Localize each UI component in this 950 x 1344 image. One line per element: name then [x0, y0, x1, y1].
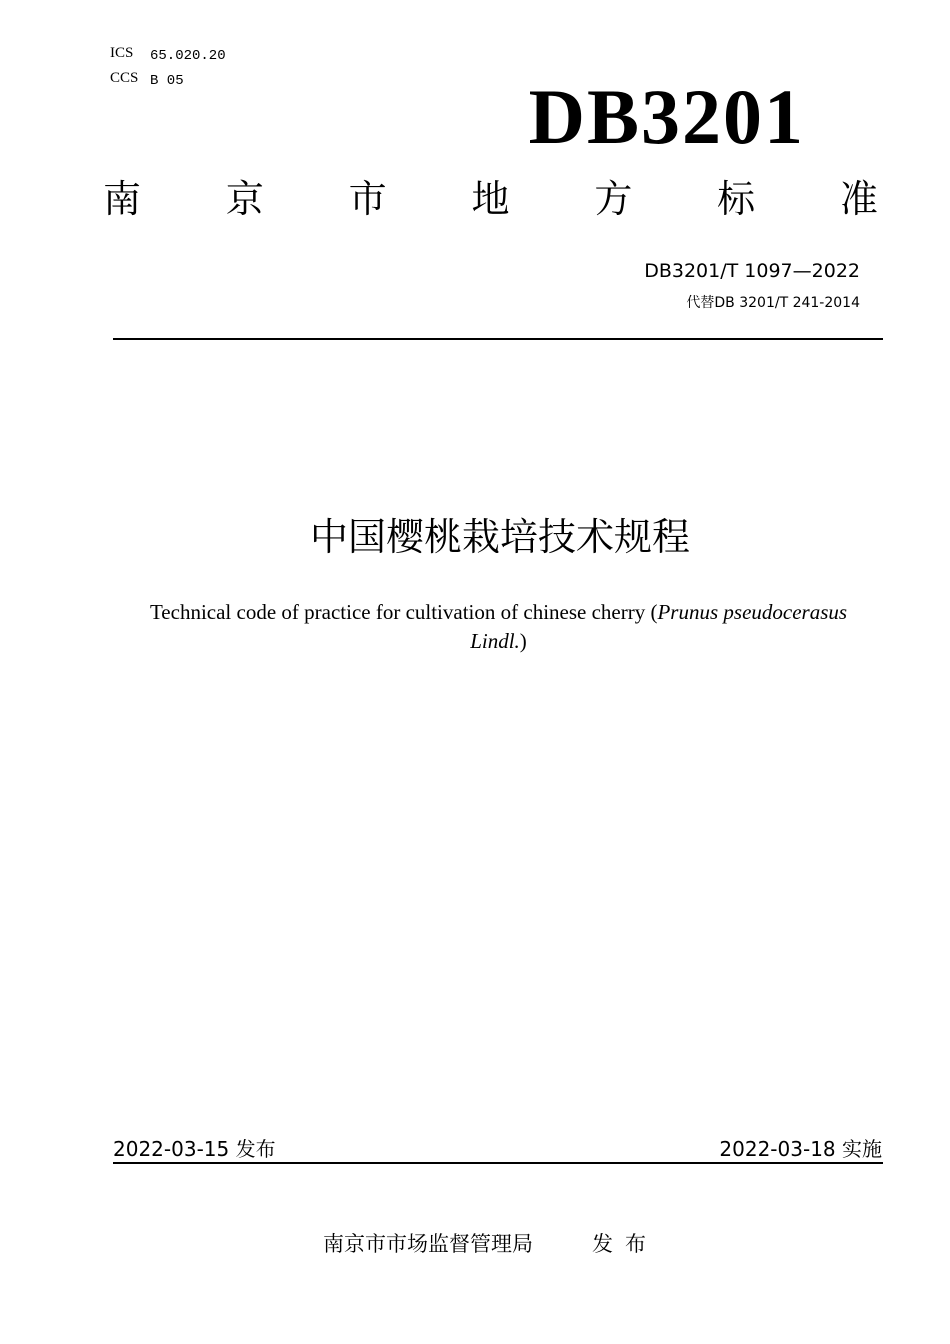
standard-type-char: 准 — [839, 177, 878, 221]
standard-type-heading — [103, 177, 878, 221]
title-english-species: Prunus pseudocerasus — [657, 600, 848, 624]
standard-type-char: 市 — [348, 177, 387, 221]
standard-type-char: 南 — [103, 177, 142, 221]
issuing-authority: 南京市市场监督管理局 — [323, 1232, 533, 1256]
title-english-suffix: ) — [519, 629, 527, 653]
ccs-value: B 05 — [150, 73, 184, 89]
ics-label: ICS — [110, 45, 134, 61]
bottom-divider — [113, 1162, 883, 1164]
standard-type-char: 地 — [471, 177, 510, 221]
issuer-action: 发布 — [592, 1232, 658, 1256]
ccs-label: CCS — [110, 70, 139, 86]
title-english-author: Lindl. — [470, 629, 520, 653]
standard-type-char: 京 — [225, 177, 264, 221]
title-english — [115, 598, 882, 656]
standard-type-char: 标 — [717, 177, 756, 221]
issue-date: 2022-03-15 发布 — [113, 1137, 276, 1161]
effective-date: 2022-03-18 实施 — [719, 1137, 882, 1161]
title-english-prefix: Technical code of practice for cultivation of chinese cherry ( — [149, 600, 658, 624]
standard-code-logo: DB3201 — [528, 73, 805, 160]
top-divider — [113, 338, 883, 340]
replaces-standard: 代替DB 3201/T 241-2014 — [686, 295, 860, 311]
title-chinese: 中国樱桃栽培技术规程 — [309, 515, 690, 559]
standard-type-char: 方 — [594, 177, 633, 221]
ics-value: 65.020.20 — [150, 48, 226, 64]
standard-number: DB3201/T 1097—2022 — [644, 260, 860, 282]
